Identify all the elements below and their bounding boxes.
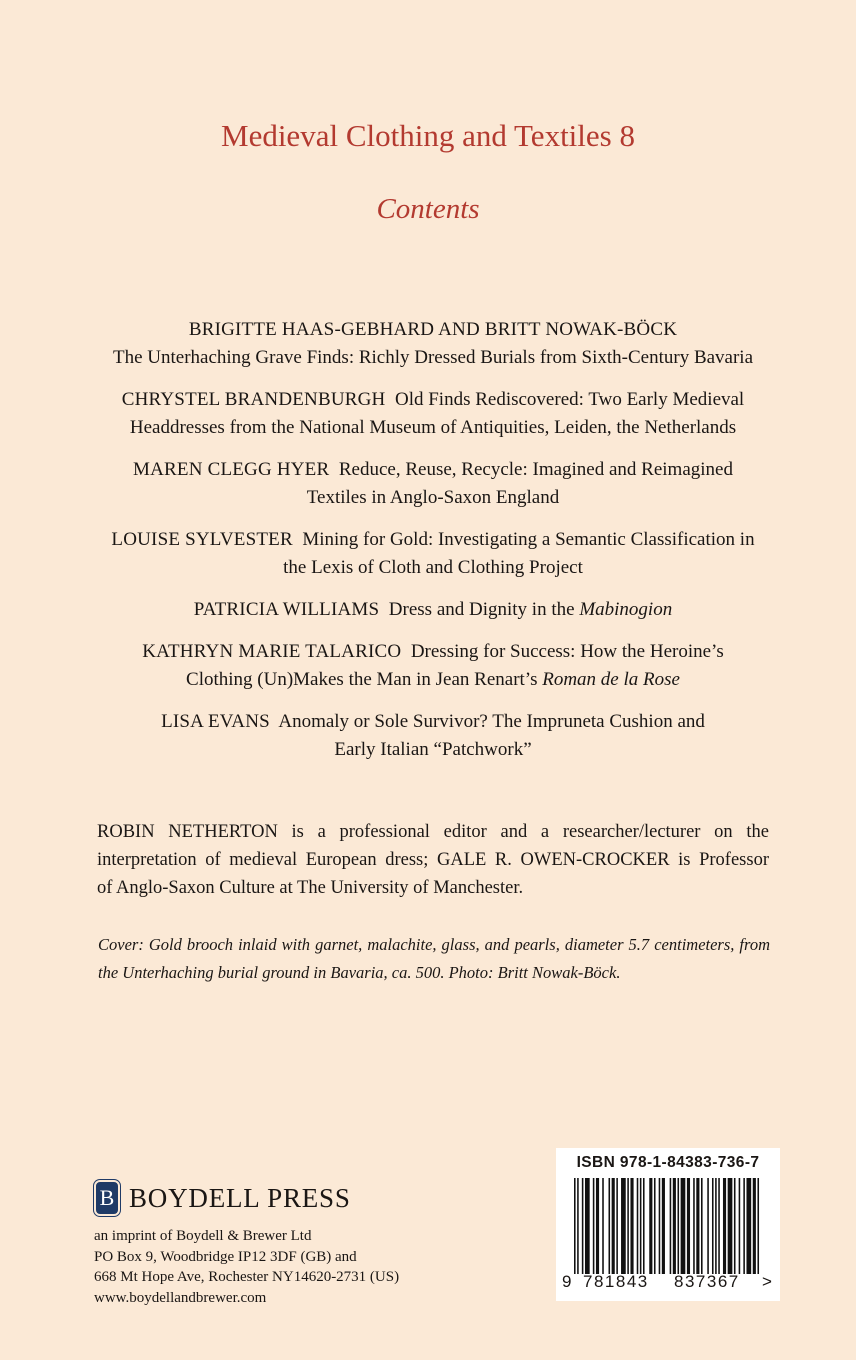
cover-note bbox=[98, 931, 770, 987]
publisher-name-row bbox=[94, 1180, 399, 1216]
barcode-bar bbox=[753, 1178, 756, 1274]
barcode-bar bbox=[616, 1178, 618, 1274]
bio-line: of Anglo-Saxon Culture at The University of Manchester. bbox=[97, 878, 524, 898]
barcode-bar bbox=[659, 1178, 661, 1274]
boydell-logo-icon: B bbox=[94, 1180, 120, 1216]
barcode-bar bbox=[746, 1178, 751, 1274]
entry-author: BRIGITTE HAAS-GEBHARD AND BRITT NOWAK-BÖCK bbox=[188, 319, 678, 340]
barcode-bar bbox=[715, 1178, 717, 1274]
cover-note-line: Cover: Gold brooch inlaid with garnet, malachite, glass, and pearls, diameter 5.7 centimeters, from bbox=[98, 935, 770, 954]
entry-title: Mining for Gold: Investigating a Semantic Classification in bbox=[302, 529, 755, 550]
contents-heading: Contents bbox=[376, 193, 480, 225]
entry-title: Reduce, Reuse, Recycle: Imagined and Reimagined bbox=[338, 459, 733, 480]
barcode-bars bbox=[572, 1178, 768, 1274]
entry-title-continued: Textiles in Anglo-Saxon England bbox=[306, 487, 560, 508]
entry-title: Old Finds Rediscovered: Two Early Medieval bbox=[394, 389, 745, 410]
contents-entry bbox=[90, 708, 776, 764]
barcode-bar bbox=[677, 1178, 679, 1274]
entry-title-italic: Mabinogion bbox=[579, 599, 673, 620]
barcode-bar bbox=[593, 1178, 595, 1274]
entry-title-continued: the Lexis of Cloth and Clothing Project bbox=[283, 557, 583, 578]
entry-title: The Unterhaching Grave Finds: Richly Dressed Burials from Sixth-Century Bavaria bbox=[112, 347, 754, 368]
entry-title-text: Clothing (Un)Makes the Man in Jean Renart’s bbox=[186, 669, 538, 690]
barcode-bar bbox=[718, 1178, 720, 1274]
publisher-imprint: an imprint of Boydell & Brewer Ltd bbox=[94, 1228, 312, 1244]
barcode-bar bbox=[654, 1178, 656, 1274]
barcode-bar bbox=[582, 1178, 584, 1274]
barcode-bar bbox=[707, 1178, 709, 1274]
barcode-bar bbox=[585, 1178, 590, 1274]
barcode-bar bbox=[574, 1178, 576, 1274]
barcode-bar bbox=[701, 1178, 703, 1274]
contents-entry bbox=[90, 596, 776, 624]
bio-line: ROBIN NETHERTON is a professional editor and a researcher/lecturer on the bbox=[97, 822, 769, 842]
barcode-bar bbox=[621, 1178, 626, 1274]
barcode-bar bbox=[640, 1178, 642, 1274]
cover-note-line: the Unterhaching burial ground in Bavaria, ca. 500. Photo: Britt Nowak-Böck. bbox=[98, 963, 621, 982]
barcode-bar bbox=[673, 1178, 676, 1274]
isbn-label: ISBN 978-1-84383-736-7 bbox=[576, 1154, 760, 1171]
barcode-bar bbox=[630, 1178, 633, 1274]
barcode-digits-left: 781843 bbox=[583, 1272, 649, 1291]
entry-title-continued: Early Italian “Patchwork” bbox=[334, 739, 532, 760]
barcode-bar bbox=[612, 1178, 615, 1274]
editors-bio bbox=[97, 818, 769, 902]
contents-entry bbox=[90, 316, 776, 372]
contents-entry bbox=[90, 526, 776, 582]
barcode-bar bbox=[609, 1178, 611, 1274]
publisher-address-us: 668 Mt Hope Ave, Rochester NY14620-2731 (US) bbox=[94, 1269, 400, 1285]
barcode-bar bbox=[687, 1178, 690, 1274]
barcode-bar bbox=[637, 1178, 639, 1274]
barcode-bar bbox=[627, 1178, 629, 1274]
entry-title: Dress and Dignity in the bbox=[388, 599, 575, 620]
entry-author: LISA EVANS bbox=[161, 711, 270, 732]
contents-list bbox=[90, 316, 776, 778]
barcode-bar bbox=[743, 1178, 745, 1274]
book-title: Medieval Clothing and Textiles 8 bbox=[221, 118, 635, 153]
barcode-digits-right: 837367 bbox=[674, 1272, 740, 1291]
barcode-bar bbox=[712, 1178, 714, 1274]
barcode-bar bbox=[693, 1178, 695, 1274]
barcode-bar bbox=[577, 1178, 579, 1274]
entry-title-continued: Headdresses from the National Museum of Antiquities, Leiden, the Netherlands bbox=[129, 417, 737, 438]
bio-line: interpretation of medieval European dress; GALE R. OWEN-CROCKER is Professor bbox=[97, 850, 769, 870]
entry-author: LOUISE SYLVESTER bbox=[111, 529, 293, 550]
barcode-bar bbox=[662, 1178, 665, 1274]
barcode-bar bbox=[728, 1178, 733, 1274]
entry-title: Anomaly or Sole Survivor? The Impruneta Cushion and bbox=[278, 711, 705, 732]
entry-title-italic: Roman de la Rose bbox=[542, 669, 680, 690]
contents-entry bbox=[90, 456, 776, 512]
barcode-bar bbox=[696, 1178, 699, 1274]
entry-author: PATRICIA WILLIAMS bbox=[193, 599, 380, 620]
isbn-barcode bbox=[556, 1148, 780, 1301]
barcode-bar bbox=[757, 1178, 759, 1274]
barcode-bar bbox=[602, 1178, 604, 1274]
entry-author: CHRYSTEL BRANDENBURGH bbox=[121, 389, 386, 410]
entry-author: MAREN CLEGG HYER bbox=[133, 459, 330, 480]
barcode-bar bbox=[681, 1178, 686, 1274]
barcode-bar bbox=[670, 1178, 672, 1274]
barcode-digit-first: 9 bbox=[562, 1272, 573, 1291]
barcode-bar bbox=[734, 1178, 736, 1274]
barcode-bar bbox=[649, 1178, 652, 1274]
barcode-bar bbox=[596, 1178, 599, 1274]
entry-title: Dressing for Success: How the Heroine’s bbox=[410, 641, 724, 662]
publisher-name: BOYDELL PRESS bbox=[129, 1182, 351, 1213]
publisher-address-uk: PO Box 9, Woodbridge IP12 3DF (GB) and bbox=[94, 1248, 357, 1265]
barcode-arrow: > bbox=[762, 1272, 774, 1291]
entry-title-continued bbox=[90, 666, 776, 694]
contents-entry bbox=[90, 386, 776, 442]
barcode-bar bbox=[643, 1178, 645, 1274]
barcode-bar bbox=[739, 1178, 741, 1274]
publisher-block bbox=[94, 1180, 399, 1308]
publisher-address bbox=[94, 1226, 399, 1308]
entry-author: KATHRYN MARIE TALARICO bbox=[142, 641, 402, 662]
publisher-website[interactable]: www.boydellandbrewer.com bbox=[94, 1289, 267, 1306]
barcode-bar bbox=[723, 1178, 726, 1274]
contents-entry bbox=[90, 638, 776, 694]
